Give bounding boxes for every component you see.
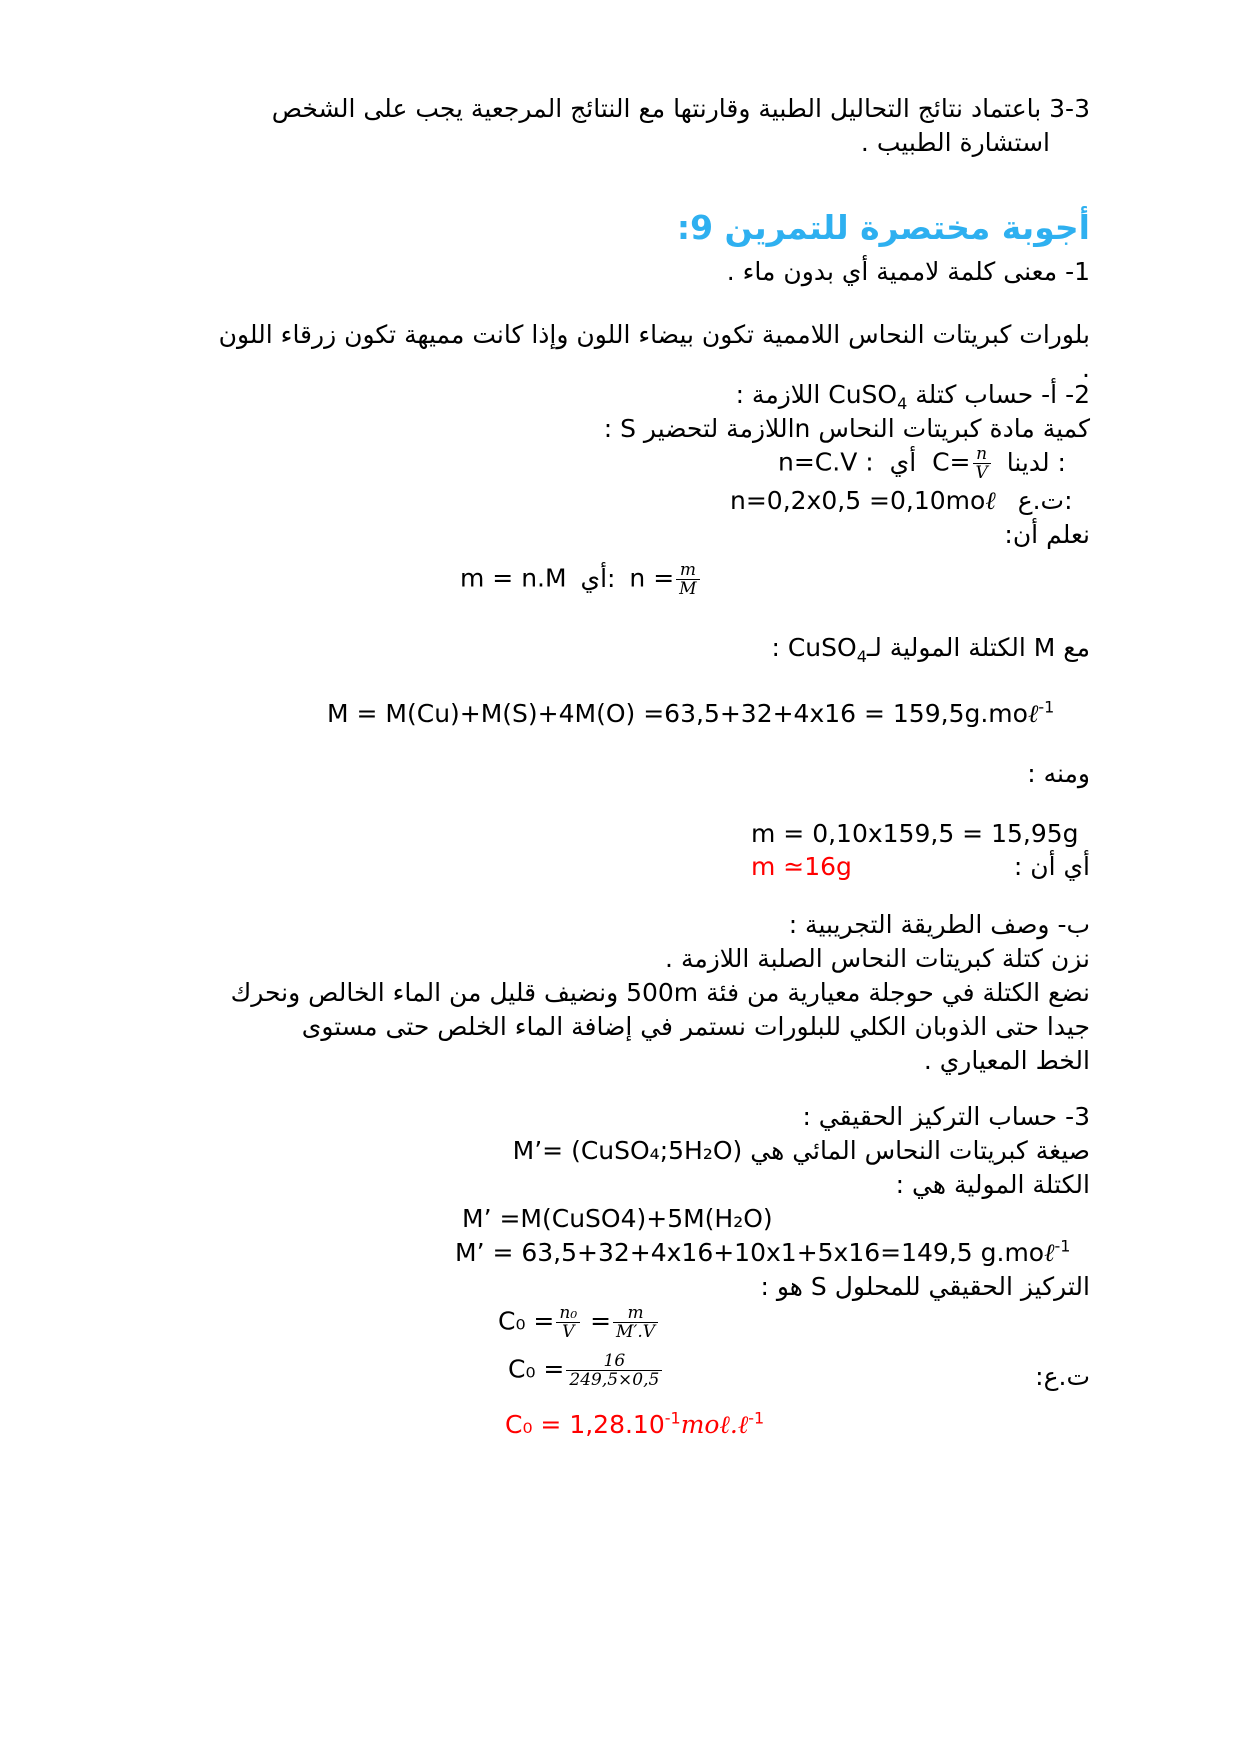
c-fraction: $\frac{n}{V}$: [973, 445, 991, 482]
molar-mass-label: مع M الكتلة المولية لـCuSO$_4$ :: [771, 633, 1090, 666]
q3-conc-label: التركيز الحقيقي للمحلول S هو :: [760, 1272, 1090, 1301]
q1-line2: بلورات كبريتات النحاس اللاممية تكون بيضاء اللون وإذا كانت مميهة تكون زرقاء اللون: [218, 320, 1090, 349]
n-value-line: n=0,2x0,5 =0,10moℓ ت.ع:: [730, 486, 1073, 515]
q2b-line1: نزن كتلة كبريتات النحاس الصلبة اللازمة .: [665, 944, 1090, 973]
m-fraction: $\frac{m}{M}$: [676, 561, 699, 598]
q2b-line3: جيدا حتى الذوبان الكلي للبلورات نستمر في إضافة الماء الخلص حتى مستوى: [301, 1012, 1090, 1041]
know-label: نعلم أن:: [1004, 520, 1090, 549]
paragraph-3-3-line2: استشارة الطبيب .: [860, 128, 1050, 157]
m-formula: m = n.M: [460, 563, 567, 593]
paragraph-3-3-line1: 3-3 باعتماد نتائج التحاليل الطبية وقارنتها مع النتائج المرجعية يجب على الشخص: [271, 94, 1090, 123]
n-formula: n=C.V :: [778, 447, 874, 477]
q2b-title: ب- وصف الطريقة التجريبية :: [788, 910, 1090, 939]
q2a-title: 2- أ- حساب كتلة CuSO$_4$ اللازمة :: [735, 380, 1090, 413]
q2a-amount-line: كمية مادة كبريتات النحاس nاللازمة لتحضير S :: [603, 414, 1090, 443]
q3-title: 3- حساب التركيز الحقيقي :: [802, 1102, 1090, 1131]
q3-molar-label: الكتلة المولية هي :: [895, 1170, 1090, 1199]
ie-label: أي: [889, 447, 917, 477]
m-prime-2: M’ = 63,5+32+4x16+10x1+5x16=149,5 g.moℓ$^{-1}$: [455, 1236, 1071, 1267]
m-approx: m ≃16g: [751, 852, 852, 881]
q2b-line4: الخط المعياري .: [923, 1046, 1090, 1075]
hence-label: ومنه :: [1027, 759, 1090, 788]
section-heading: أجوبة مختصرة للتمرين 9:: [676, 208, 1090, 247]
q3-formula-line: صيغة كبريتات النحاس المائي هي M’= (CuSO₄;5H₂O): [512, 1136, 1090, 1165]
te-label: ت.ع:: [1017, 486, 1073, 515]
q1-line3: .: [1082, 354, 1090, 383]
m-prime-1: M’ =M(CuSO4)+5M(H₂O): [462, 1204, 773, 1233]
m-formula-line: m = n.M أي: n = $\frac{m}{M}$: [460, 561, 702, 598]
n-formula-line: [778, 445, 1066, 482]
c-eq: C=: [932, 447, 971, 477]
q1-line1: 1- معنى كلمة لاممية أي بدون ماء .: [726, 257, 1090, 286]
c0-result: $C_0 = 1,28.10^{-1}mo\ell.\ell^{-1}$: [505, 1408, 765, 1439]
c0-formula: C₀ = $\frac{\text{n₀}}{V}$ = $\frac{m}{M'.V}$: [498, 1304, 660, 1341]
have-label: لدينا :: [1006, 447, 1066, 477]
m-value: m = 0,10x159,5 = 15,95g: [751, 819, 1079, 848]
ie-that-label: أي أن :: [1013, 852, 1090, 881]
q3-te-label: ت.ع:: [1035, 1362, 1090, 1391]
q2b-line2: نضع الكتلة في حوجلة معيارية من فئة 500m ونضيف قليل من الماء الخالص ونحرك: [230, 978, 1090, 1007]
molar-mass-calc: M = M(Cu)+M(S)+4M(O) =63,5+32+4x16 = 159,5g.moℓ$^{-1}$: [327, 697, 1055, 728]
c0-numeric: C₀ = $\frac{16}{249,5\times 0,5}$: [508, 1352, 664, 1389]
n-value: n=0,2x0,5 =0,10mo: [730, 486, 986, 515]
